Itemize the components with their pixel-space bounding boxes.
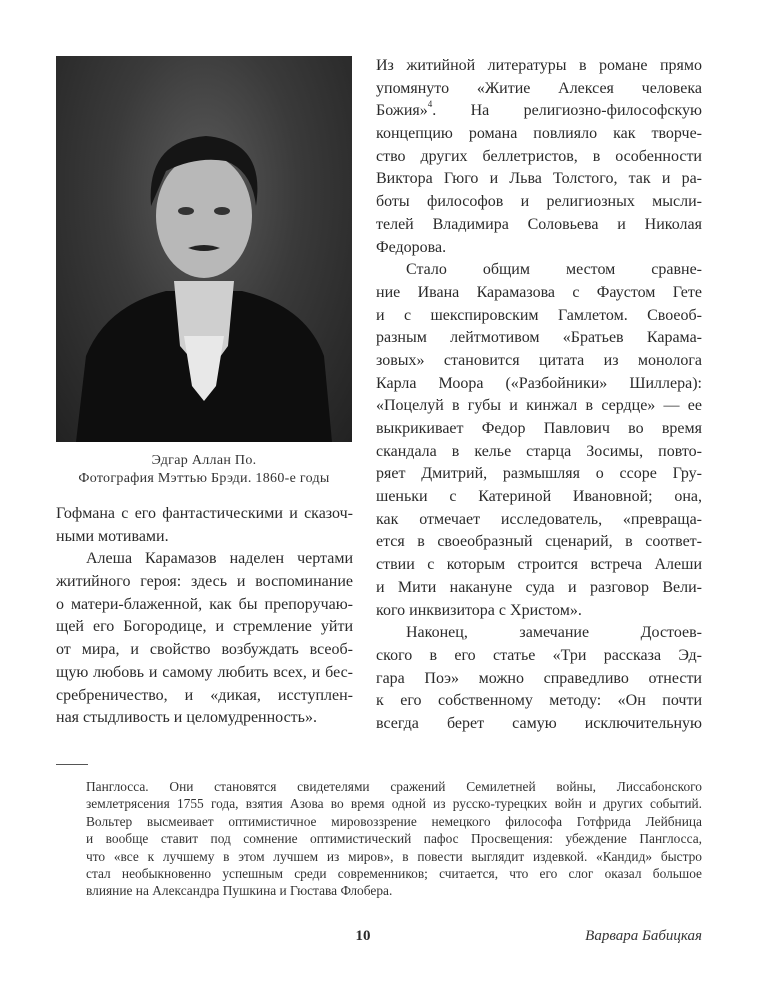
text-line: как отмечает исследователь, «превраща-	[376, 510, 702, 528]
text-line: «Поцелуй в губы и кинжал в сердце» — ее	[376, 397, 702, 415]
footnote-line: Вольтер высмеивает оптимистичное мировоззрение немецкого философа Готфрида Лейбница	[86, 813, 702, 829]
footnote-line: влияние на Александра Пушкина и Гюстава Флобера.	[86, 883, 393, 899]
text-line: зовых» становится цитата из монолога	[376, 351, 702, 369]
text-line: концепцию романа повлияло как творче-	[376, 125, 702, 143]
text-line: телей Владимира Соловьева и Николая	[376, 215, 702, 233]
text-fragment: Божия»	[376, 102, 428, 120]
text-line: разным лейтмотивом «Братьев Карама-	[376, 329, 702, 347]
footnote-divider	[56, 764, 88, 765]
text-line: и Мити накануне суда и разговор Вели-	[376, 578, 702, 596]
text-line: Стало общим местом сравне-	[406, 261, 702, 279]
footnote-line: и вообще ставит под сомнение оптимистический пафос Просвещения: убеждение Панглосса,	[86, 831, 702, 847]
text-line: шеньки с Катериной Ивановной; она,	[376, 488, 702, 506]
footnote-reference[interactable]: 4	[427, 99, 433, 110]
text-line: ется в своеобразный сценарий, в соответ-	[376, 533, 702, 551]
portrait-illustration	[56, 56, 352, 442]
caption-credit: Фотография Мэттью Брэди. 1860-е годы	[78, 471, 330, 486]
text-line: ние Ивана Карамазова с Фаустом Гете	[376, 283, 702, 301]
text-line: упомянуто «Житие Алексея человека	[376, 79, 702, 97]
text-line: сребреничество, и «дикая, исступлен-	[56, 686, 353, 704]
text-line: гара Поэ» можно справедливо отнести	[376, 669, 702, 687]
footnote-text	[86, 778, 702, 900]
text-line: и с шекспировским Гамлетом. Своеоб-	[376, 306, 702, 324]
text-line: выкрикивает Федор Павлович во время	[376, 420, 702, 437]
text-line: ствии с которым строится встреча Алеши	[376, 556, 702, 574]
text-line: скандала в келье старца Зосимы, повто-	[376, 442, 702, 460]
text-line: от мира, и свойство возбуждать всеоб-	[56, 641, 353, 659]
text-line: кого инквизитора с Христом».	[376, 601, 582, 619]
text-line: Карла Моора («Разбойники» Шиллера):	[376, 374, 702, 392]
left-column-text	[56, 503, 353, 730]
footnote-line: землетрясения 1755 года, взятия Азова во время одной из русско-турецких войн и других событий.	[86, 796, 702, 812]
text-line: ными мотивами.	[56, 527, 169, 545]
text-line: боты философов и религиозных мысли-	[376, 193, 702, 211]
text-line: Наконец, замечание Достоев-	[406, 624, 702, 642]
portrait-photo	[56, 56, 352, 442]
text-line: Виктора Гюго и Льва Толстого, так и ра-	[376, 170, 702, 188]
text-fragment: . На религиозно-философскую	[432, 102, 702, 120]
text-line: ная стыдливость и целомудренность».	[56, 709, 317, 727]
figure-caption	[56, 452, 352, 488]
footnote-line: что «все к лучшему в этом лучшем из миров», в повести выглядит издевкой. «Кандид» быстро	[86, 848, 702, 864]
text-line: Гофмана с его фантастическими и сказоч-	[56, 505, 353, 522]
text-line: ство других беллетристов, в особенности	[376, 147, 702, 165]
text-line: всегда берет самую исключительную	[376, 714, 702, 732]
text-line: щей его Богородице, и стремление уйти	[56, 618, 353, 636]
text-line: ского в его статье «Три рассказа Эд-	[376, 646, 702, 664]
caption-title: Эдгар Аллан По.	[151, 453, 257, 468]
text-line: о матери-блаженной, как бы препоручаю-	[56, 595, 353, 613]
text-line	[376, 100, 702, 123]
right-column-text	[376, 55, 702, 736]
footnote-line: стал необыкновенно успешным среди современников; считается, что его слог оказал большое	[86, 865, 702, 881]
text-line: Алеша Карамазов наделен чертами	[86, 550, 353, 568]
text-line: Из житийной литературы в романе прямо	[376, 57, 702, 74]
text-line: житийного героя: здесь и воспоминание	[56, 573, 353, 591]
text-line: щую любовь и самому любить всех, и бес-	[56, 663, 353, 681]
text-line: к его собственному методу: «Он почти	[376, 692, 702, 710]
text-line: ряет Дмитрий, размышляя о ссоре Гру-	[376, 465, 702, 483]
text-line: Федорова.	[376, 238, 447, 256]
running-footer-author: Варвара Бабицкая	[585, 928, 702, 944]
page-number: 10	[355, 928, 371, 944]
footnote-line: Панглосса. Они становятся свидетелями сражений Семилетней войны, Лиссабонского	[86, 779, 702, 794]
